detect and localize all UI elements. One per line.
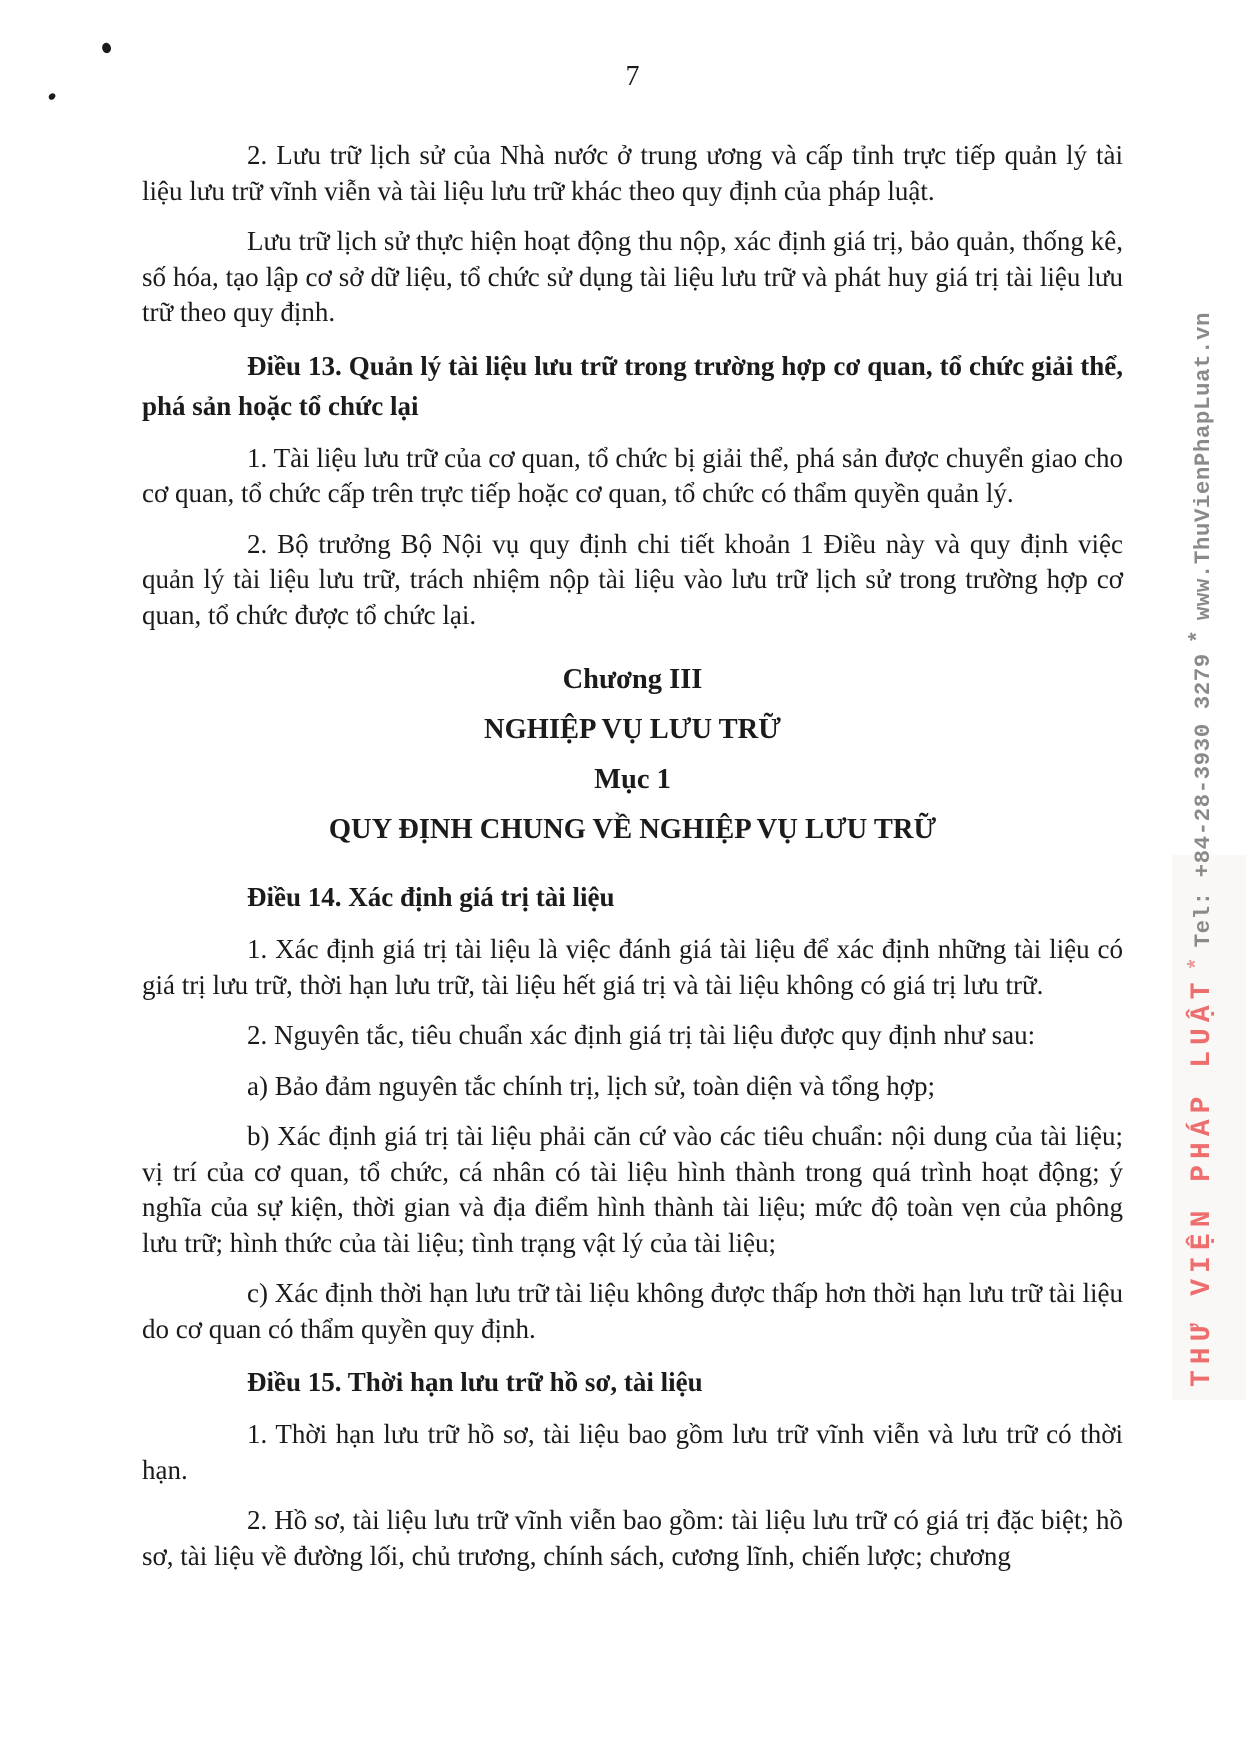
watermark-phone: Tel: +84-28-3930 3279 <box>1190 653 1216 948</box>
paragraph: 2. Hồ sơ, tài liệu lưu trữ vĩnh viễn bao gồm: tài liệu lưu trữ có giá trị đặc biệt; hồ sơ, tài liệu về đường lối, chủ trương, chính sách, cương lĩnh, chiến lược; chương <box>142 1505 1123 1571</box>
document-body <box>142 138 1123 1574</box>
paragraph: Lưu trữ lịch sử thực hiện hoạt động thu nộp, xác định giá trị, bảo quản, thống kê, số hóa, tạo lập cơ sở dữ liệu, tổ chức sử dụng tài liệu lưu trữ và phát huy giá trị tài liệu lưu trữ theo quy định. <box>142 226 1123 327</box>
watermark-brand: THƯ VIỆN PHÁP LUẬT <box>1187 976 1218 1387</box>
watermark-url: www.ThuVienPhapLuat.vn <box>1190 312 1216 621</box>
paragraph: 2. Lưu trữ lịch sử của Nhà nước ở trung ương và cấp tỉnh trực tiếp quản lý tài liệu lưu trữ vĩnh viễn và tài liệu lưu trữ khác theo quy định của pháp luật. <box>142 140 1123 206</box>
paragraph: 2. Nguyên tắc, tiêu chuẩn xác định giá trị tài liệu được quy định như sau: <box>247 1020 1036 1050</box>
document-content <box>142 60 1123 1589</box>
scan-speck <box>100 41 113 54</box>
paragraph: 1. Tài liệu lưu trữ của cơ quan, tổ chức bị giải thể, phá sản được chuyển giao cho cơ quan, tổ chức cấp trên trực tiếp hoặc cơ quan, tổ chức có thẩm quyền quản lý. <box>142 442 1123 508</box>
watermark-asterisk-icon: * <box>1186 630 1211 644</box>
paragraph: 1. Xác định giá trị tài liệu là việc đánh giá tài liệu để xác định những tài liệu có giá trị lưu trữ, thời hạn lưu trữ, tài liệu hết giá trị và tài liệu không có giá trị lưu trữ. <box>142 934 1123 1000</box>
watermark <box>1178 312 1225 1387</box>
article-heading: Điều 13. Quản lý tài liệu lưu trữ trong trường hợp cơ quan, tổ chức giải thể, phá sản hoặc tổ chức lại <box>142 350 1123 421</box>
paragraph: 2. Bộ trưởng Bộ Nội vụ quy định chi tiết khoản 1 Điều này và quy định việc quản lý tài liệu lưu trữ, trách nhiệm nộp tài liệu vào lưu trữ lịch sử trong trường hợp cơ quan, tổ chức được tổ chức lại. <box>142 528 1123 630</box>
section-heading: NGHIỆP VỤ LƯU TRỮ <box>484 714 781 745</box>
section-heading: Chương III <box>562 664 703 695</box>
page-number: 7 <box>625 61 640 92</box>
scan-speck <box>48 92 57 101</box>
section-heading: QUY ĐỊNH CHUNG VỀ NGHIỆP VỤ LƯU TRỮ <box>328 814 937 845</box>
paragraph: c) Xác định thời hạn lưu trữ tài liệu không được thấp hơn thời hạn lưu trữ tài liệu do cơ quan có thẩm quyền quy định. <box>142 1278 1123 1344</box>
article-heading: Điều 15. Thời hạn lưu trữ hồ sơ, tài liệu <box>247 1367 703 1397</box>
section-heading: Mục 1 <box>594 764 671 795</box>
paragraph: 1. Thời hạn lưu trữ hồ sơ, tài liệu bao gồm lưu trữ vĩnh viễn và lưu trữ có thời hạn. <box>142 1419 1123 1485</box>
paragraph: a) Bảo đảm nguyên tắc chính trị, lịch sử, toàn diện và tổng hợp; <box>247 1070 935 1101</box>
watermark-asterisk-icon: * <box>1185 957 1210 971</box>
paragraph: b) Xác định giá trị tài liệu phải căn cứ vào các tiêu chuẩn: nội dung của tài liệu; vị trí của cơ quan, tổ chức, cá nhân có tài liệu hình thành trong quá trình hoạt động; ý nghĩa của sự kiện, thời gian và địa điểm hình thành tài liệu; mức độ toàn vẹn của phông lưu trữ; hình thức của tài liệu; tình trạng vật lý của tài liệu; <box>142 1121 1123 1258</box>
article-heading: Điều 14. Xác định giá trị tài liệu <box>247 882 615 912</box>
